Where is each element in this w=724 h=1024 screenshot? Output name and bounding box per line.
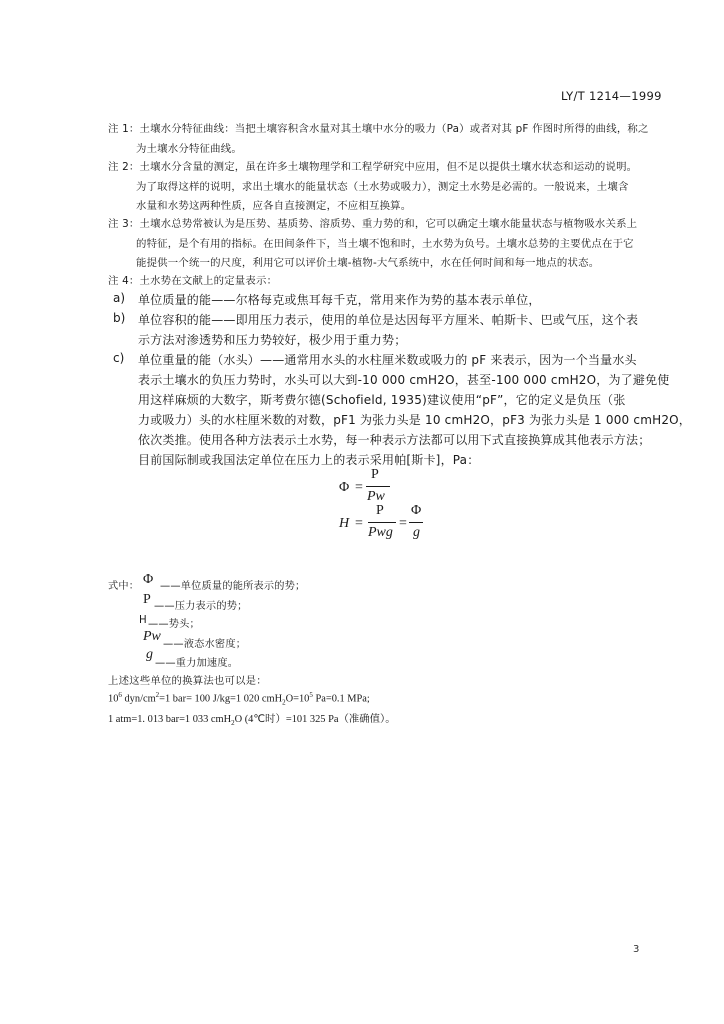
item-b-line-1: 单位容积的能——即用压力表示，使用的单位是达因每平方厘米、帕斯卡、巴或气压，这个表: [138, 313, 639, 327]
item-b-mark: b): [113, 311, 126, 325]
note-3-line-2: 的特征，是个有用的指标。在田间条件下，当土壤不饱和时，土水势为负号。土壤水总势的主要优点在于它: [136, 238, 634, 250]
standard-code: LY/T 1214—1999: [561, 89, 662, 103]
formula-2-numerator-1: P: [376, 503, 384, 518]
definition-text-pw: ——液态水密度；: [163, 639, 247, 650]
note-1-line-2: 为土壤水分特征曲线。: [136, 143, 242, 155]
page-number: 3: [633, 944, 640, 955]
note-3-line-3: 能提供一个统一的尺度，利用它可以评价土壤-植物-大气系统中，水在任何时间和每一地点的状态。: [136, 257, 600, 269]
formula-2-numerator-2: Φ: [411, 503, 422, 518]
definition-symbol-p: P: [143, 592, 151, 607]
formula-1-numerator: P: [371, 467, 379, 482]
formula-1-denominator: Pw: [367, 489, 385, 504]
definition-symbol-h: H: [139, 615, 147, 626]
formula-1-fraction-bar: [366, 486, 390, 487]
formula-2-fraction-bar-1: [368, 522, 396, 523]
definition-text-g: ——重力加速度。: [155, 658, 239, 669]
formula-2-equals-2: =: [399, 516, 407, 531]
formula-2-denominator-2: g: [413, 525, 420, 540]
item-c-line-3: 用这样麻烦的大数字，斯考费尔德(Schofield, 1935)建议使用“pF”，它的定义是负压（张: [138, 393, 626, 407]
note-1-line-1: 注 1：土壤水分特征曲线：当把土壤容积含水量对其土壤中水分的吸力（Pa）或者对其 pF 作图时所得的曲线，称之: [108, 123, 649, 135]
definition-text-h: ——势头；: [148, 619, 200, 630]
definition-text-phi: ——单位质量的能所表示的势；: [160, 581, 306, 592]
definition-symbol-phi: Φ: [143, 572, 154, 587]
item-c-line-5: 依次类推。使用各种方法表示土水势，每一种表示方法都可以用下式直接换算成其他表示方法；: [138, 433, 651, 447]
formula-1-equals: =: [355, 480, 363, 495]
definition-text-p: ——压力表示的势；: [154, 601, 248, 612]
conversion-line-1: $10^6$ dyn/$cm^2=1$ bar= 100 J/kg=1 020 $cmH_2O=10^5$ Pa=0.1 MPa;: [108, 691, 370, 707]
item-c-line-2: 表示土壤水的负压力势时，水头可以大到-10 000 cmH2O，甚至-100 000 cmH2O，为了避免使: [138, 373, 670, 387]
formula-2-lhs: H: [339, 516, 350, 531]
item-c-line-1: 单位重量的能（水头）——通常用水头的水柱厘米数或吸力的 pF 来表示，因为一个当量水头: [138, 353, 637, 367]
conversion-intro: 上述这些单位的换算法也可以是：: [108, 675, 267, 687]
item-c-line-4: 力或吸力）头的水柱厘米数的对数，pF1 为张力头是 10 cmH2O，pF3 为张力头是 1 000 cmH2O，: [138, 413, 692, 427]
definition-symbol-pw: Pw: [143, 629, 161, 644]
item-c-mark: c): [113, 351, 125, 365]
formula-2-fraction-bar-2: [409, 522, 423, 523]
note-2-line-1: 注 2：土壤水分含量的测定，虽在许多土壤物理学和工程学研究中应用，但不足以提供土壤水状态和运动的说明。: [108, 161, 638, 173]
definitions-intro: 式中：: [108, 581, 140, 592]
item-c-line-6: 目前国际制或我国法定单位在压力上的表示采用帕[斯卡]，Pa：: [138, 453, 480, 467]
formula-2-equals-1: =: [355, 516, 363, 531]
note-2-line-2: 为了取得这样的说明，求出土壤水的能量状态（土水势或吸力），测定土水势是必需的。一般说来，土壤含: [136, 181, 629, 193]
item-a-mark: a): [113, 291, 126, 305]
note-2-line-3: 水量和水势这两种性质，应各自直接测定，不应相互换算。: [136, 200, 412, 212]
formula-2-denominator-1: Pwg: [368, 525, 393, 540]
conversion-line-2: 1 atm=1. 013 bar=1 033 cmH$_2$O (4℃时）=101 325 Pa（准确值）。: [108, 713, 396, 728]
note-4-line-1: 注 4：土水势在文献上的定量表示：: [108, 275, 278, 287]
formula-1-lhs: Φ: [339, 480, 350, 495]
definition-symbol-g: g: [146, 647, 153, 662]
note-3-line-1: 注 3：土壤水总势常被认为是压势、基质势、溶质势、重力势的和，它可以确定土壤水能量状态与植物吸水关系上: [108, 218, 638, 230]
item-b-line-2: 示方法对渗透势和压力势较好，极少用于重力势；: [138, 333, 407, 347]
item-a-line-1: 单位质量的能——尔格每克或焦耳每千克，常用来作为势的基本表示单位，: [138, 293, 541, 307]
